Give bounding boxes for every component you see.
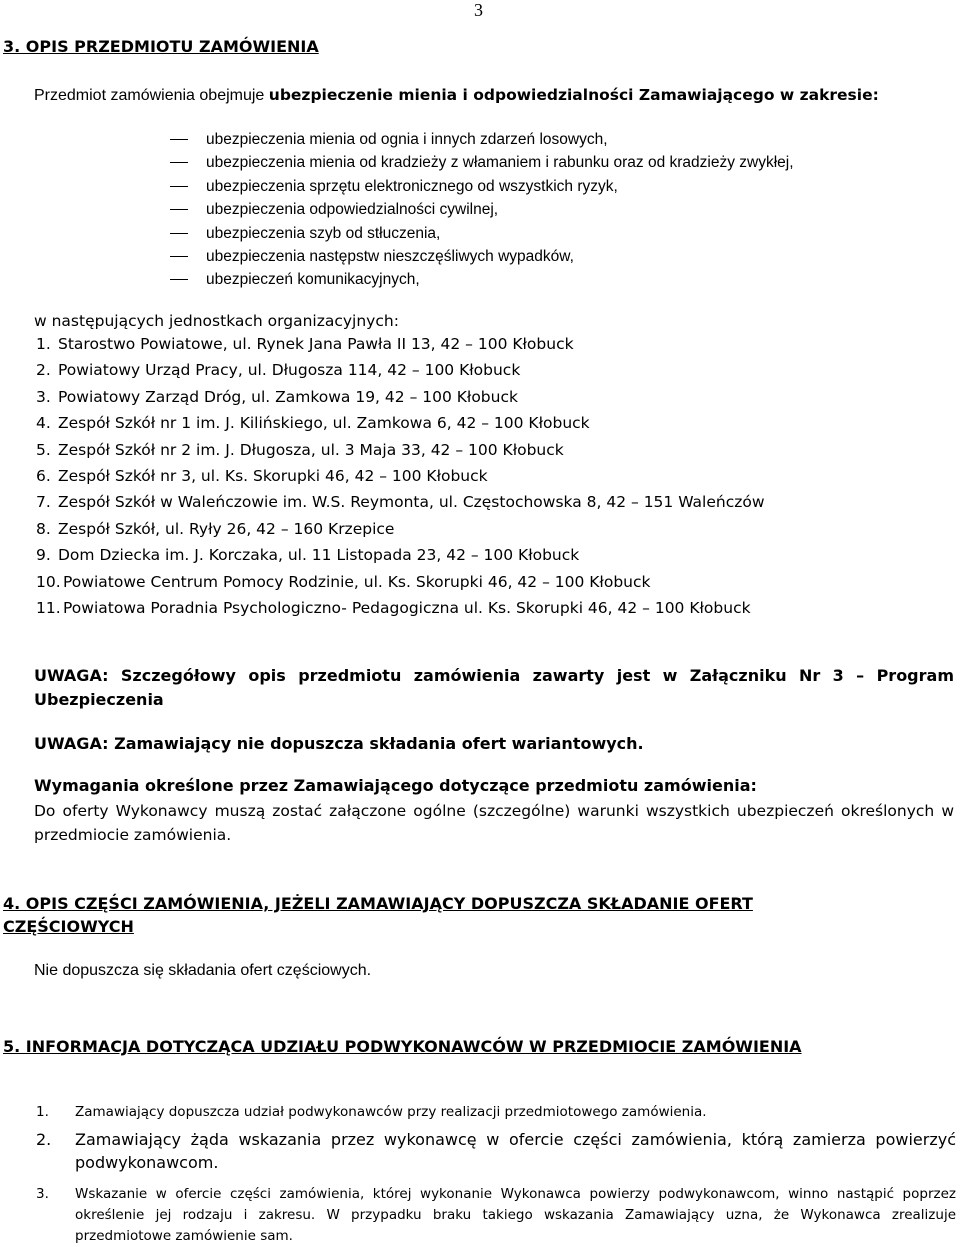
list-item-text: ubezpieczenia sprzętu elektronicznego od wszystkich ryzyk, [206, 177, 618, 195]
list-item [36, 1102, 956, 1122]
list-item-text: ubezpieczeń komunikacyjnych, [206, 271, 420, 289]
list-item [36, 412, 765, 438]
item-number: 3. [36, 387, 51, 406]
item-number: 10. [36, 572, 61, 591]
unit-address: Zespół Szkół nr 1 im. J. Kilińskiego, ul. Zamkowa 6, 42 – 100 Kłobuck [58, 414, 590, 433]
item-number: 4. [36, 414, 51, 433]
unit-address: Powiatowa Poradnia Psychologiczno- Pedagogiczna ul. Ks. Skorupki 46, 42 – 100 Kłobuck [63, 598, 751, 617]
item-number: 1. [36, 1104, 49, 1120]
unit-address: Zespół Szkół nr 3, ul. Ks. Skorupki 46, 42 – 100 Kłobuck [58, 466, 488, 485]
list-item [170, 245, 794, 268]
item-number: 5. [36, 440, 51, 459]
list-item [36, 1128, 956, 1174]
dash-bullet [170, 279, 188, 280]
dash-bullet [170, 139, 188, 140]
list-item [170, 175, 794, 198]
unit-address: Zespół Szkół w Waleńczowie im. W.S. Reymonta, ul. Częstochowska 8, 42 – 151 Waleńczów [58, 493, 765, 512]
item-number: 2. [36, 361, 51, 380]
intro-bold: ubezpieczenie mienia i odpowiedzialności Zamawiającego w zakresie: [268, 86, 879, 104]
item-number: 2. [36, 1130, 52, 1149]
unit-address: Starostwo Powiatowe, ul. Rynek Jana Pawła II 13, 42 – 100 Kłobuck [58, 335, 574, 353]
note-program: UWAGA: Szczegółowy opis przedmiotu zamówienia zawarty jest w Załączniku Nr 3 – Program Ubezpieczenia [34, 666, 954, 709]
list-item-text: ubezpieczenia odpowiedzialności cywilnej, [206, 201, 499, 219]
list-item [36, 386, 765, 412]
list-item [36, 333, 765, 359]
dash-bullet [170, 256, 188, 257]
item-number: 1. [36, 335, 51, 353]
units-intro: w następujących jednostkach organizacyjnych: [34, 312, 399, 330]
list-item [170, 222, 794, 245]
item-number: 9. [36, 546, 51, 565]
unit-address: Zespół Szkół nr 2 im. J. Długosza, ul. 3 Maja 33, 42 – 100 Kłobuck [58, 440, 564, 459]
list-item-text: ubezpieczenia następstw nieszczęśliwych wypadków, [206, 247, 574, 265]
page-number: 3 [474, 0, 483, 20]
list-item-text: Zamawiający dopuszcza udział podwykonawców przy realizacji przedmiotowego zamówienia. [75, 1104, 707, 1120]
requirements-text: Do oferty Wykonawcy muszą zostać załączone ogólne (szczególne) warunki wszystkich ubezpieczeń określonych w przedmiocie zamówienia. [34, 802, 954, 844]
unit-address: Powiatowy Zarząd Dróg, ul. Zamkowa 19, 42 – 100 Kłobuck [58, 387, 518, 406]
list-item [36, 491, 765, 517]
list-item [170, 198, 794, 221]
list-item-text: ubezpieczenia mienia od kradzieży z włamaniem i rabunku oraz od kradzieży zwykłej, [206, 154, 794, 172]
insurance-scope-list [170, 128, 794, 292]
subcontractors-list [36, 1102, 956, 1247]
unit-address: Powiatowe Centrum Pomocy Rodzinie, ul. Ks. Skorupki 46, 42 – 100 Kłobuck [63, 572, 651, 591]
item-number: 6. [36, 466, 51, 485]
section-3-intro [34, 84, 954, 107]
list-item [36, 597, 765, 623]
item-number: 3. [36, 1186, 49, 1202]
list-item [36, 518, 765, 544]
list-item-text: Wskazanie w ofercie części zamówienia, której wykonanie Wykonawca powierzy podwykonawcom, winno nastąpić poprzez określenie jej rodzaju i zakresu. W przypadku braku takiego wskazania Zamawiający uzna, że Wykonawca zrealizuje przedmiotowe zamówienie sam. [75, 1186, 956, 1244]
list-item [36, 544, 765, 570]
list-item [170, 268, 794, 291]
item-number: 7. [36, 493, 51, 512]
unit-address: Dom Dziecka im. J. Korczaka, ul. 11 Listopada 23, 42 – 100 Kłobuck [58, 546, 580, 565]
list-item [170, 128, 794, 151]
list-item [170, 151, 794, 174]
requirements-title: Wymagania określone przez Zamawiającego dotyczące przedmiotu zamówienia: [34, 776, 757, 795]
list-item [36, 571, 765, 597]
dash-bullet [170, 233, 188, 234]
list-item-text: Zamawiający żąda wskazania przez wykonawcę w ofercie części zamówienia, którą zamierza powierzyć podwykonawcom. [75, 1130, 956, 1172]
list-item [36, 359, 765, 385]
list-item-text: ubezpieczenia mienia od ognia i innych zdarzeń losowych, [206, 131, 608, 148]
unit-address: Zespół Szkół, ul. Ryły 26, 42 – 160 Krzepice [58, 519, 395, 538]
organizational-units-list [36, 333, 765, 623]
intro-plain: Przedmiot zamówienia obejmuje [34, 87, 269, 104]
section-3-heading: 3. OPIS PRZEDMIOTU ZAMÓWIENIA [3, 37, 319, 56]
list-item-text: ubezpieczenia szyb od stłuczenia, [206, 224, 441, 242]
section-5-heading: 5. INFORMACJA DOTYCZĄCA UDZIAŁU PODWYKONAWCÓW W PRZEDMIOCIE ZAMÓWIENIA [3, 1037, 802, 1056]
dash-bullet [170, 186, 188, 187]
unit-address: Powiatowy Urząd Pracy, ul. Długosza 114, 42 – 100 Kłobuck [58, 361, 521, 380]
dash-bullet [170, 209, 188, 210]
section-4-text: Nie dopuszcza się składania ofert częściowych. [34, 962, 372, 979]
item-number: 8. [36, 519, 51, 538]
item-number: 11. [36, 598, 61, 617]
list-item [36, 465, 765, 491]
section-4-heading: 4. OPIS CZĘŚCI ZAMÓWIENIA, JEŻELI ZAMAWIAJĄCY DOPUSZCZA SKŁADANIE OFERT CZĘŚCIOWYCH [3, 894, 753, 936]
note-variants: UWAGA: Zamawiający nie dopuszcza składania ofert wariantowych. [34, 734, 644, 753]
list-item [36, 1184, 956, 1247]
list-item [36, 439, 765, 465]
dash-bullet [170, 162, 188, 163]
